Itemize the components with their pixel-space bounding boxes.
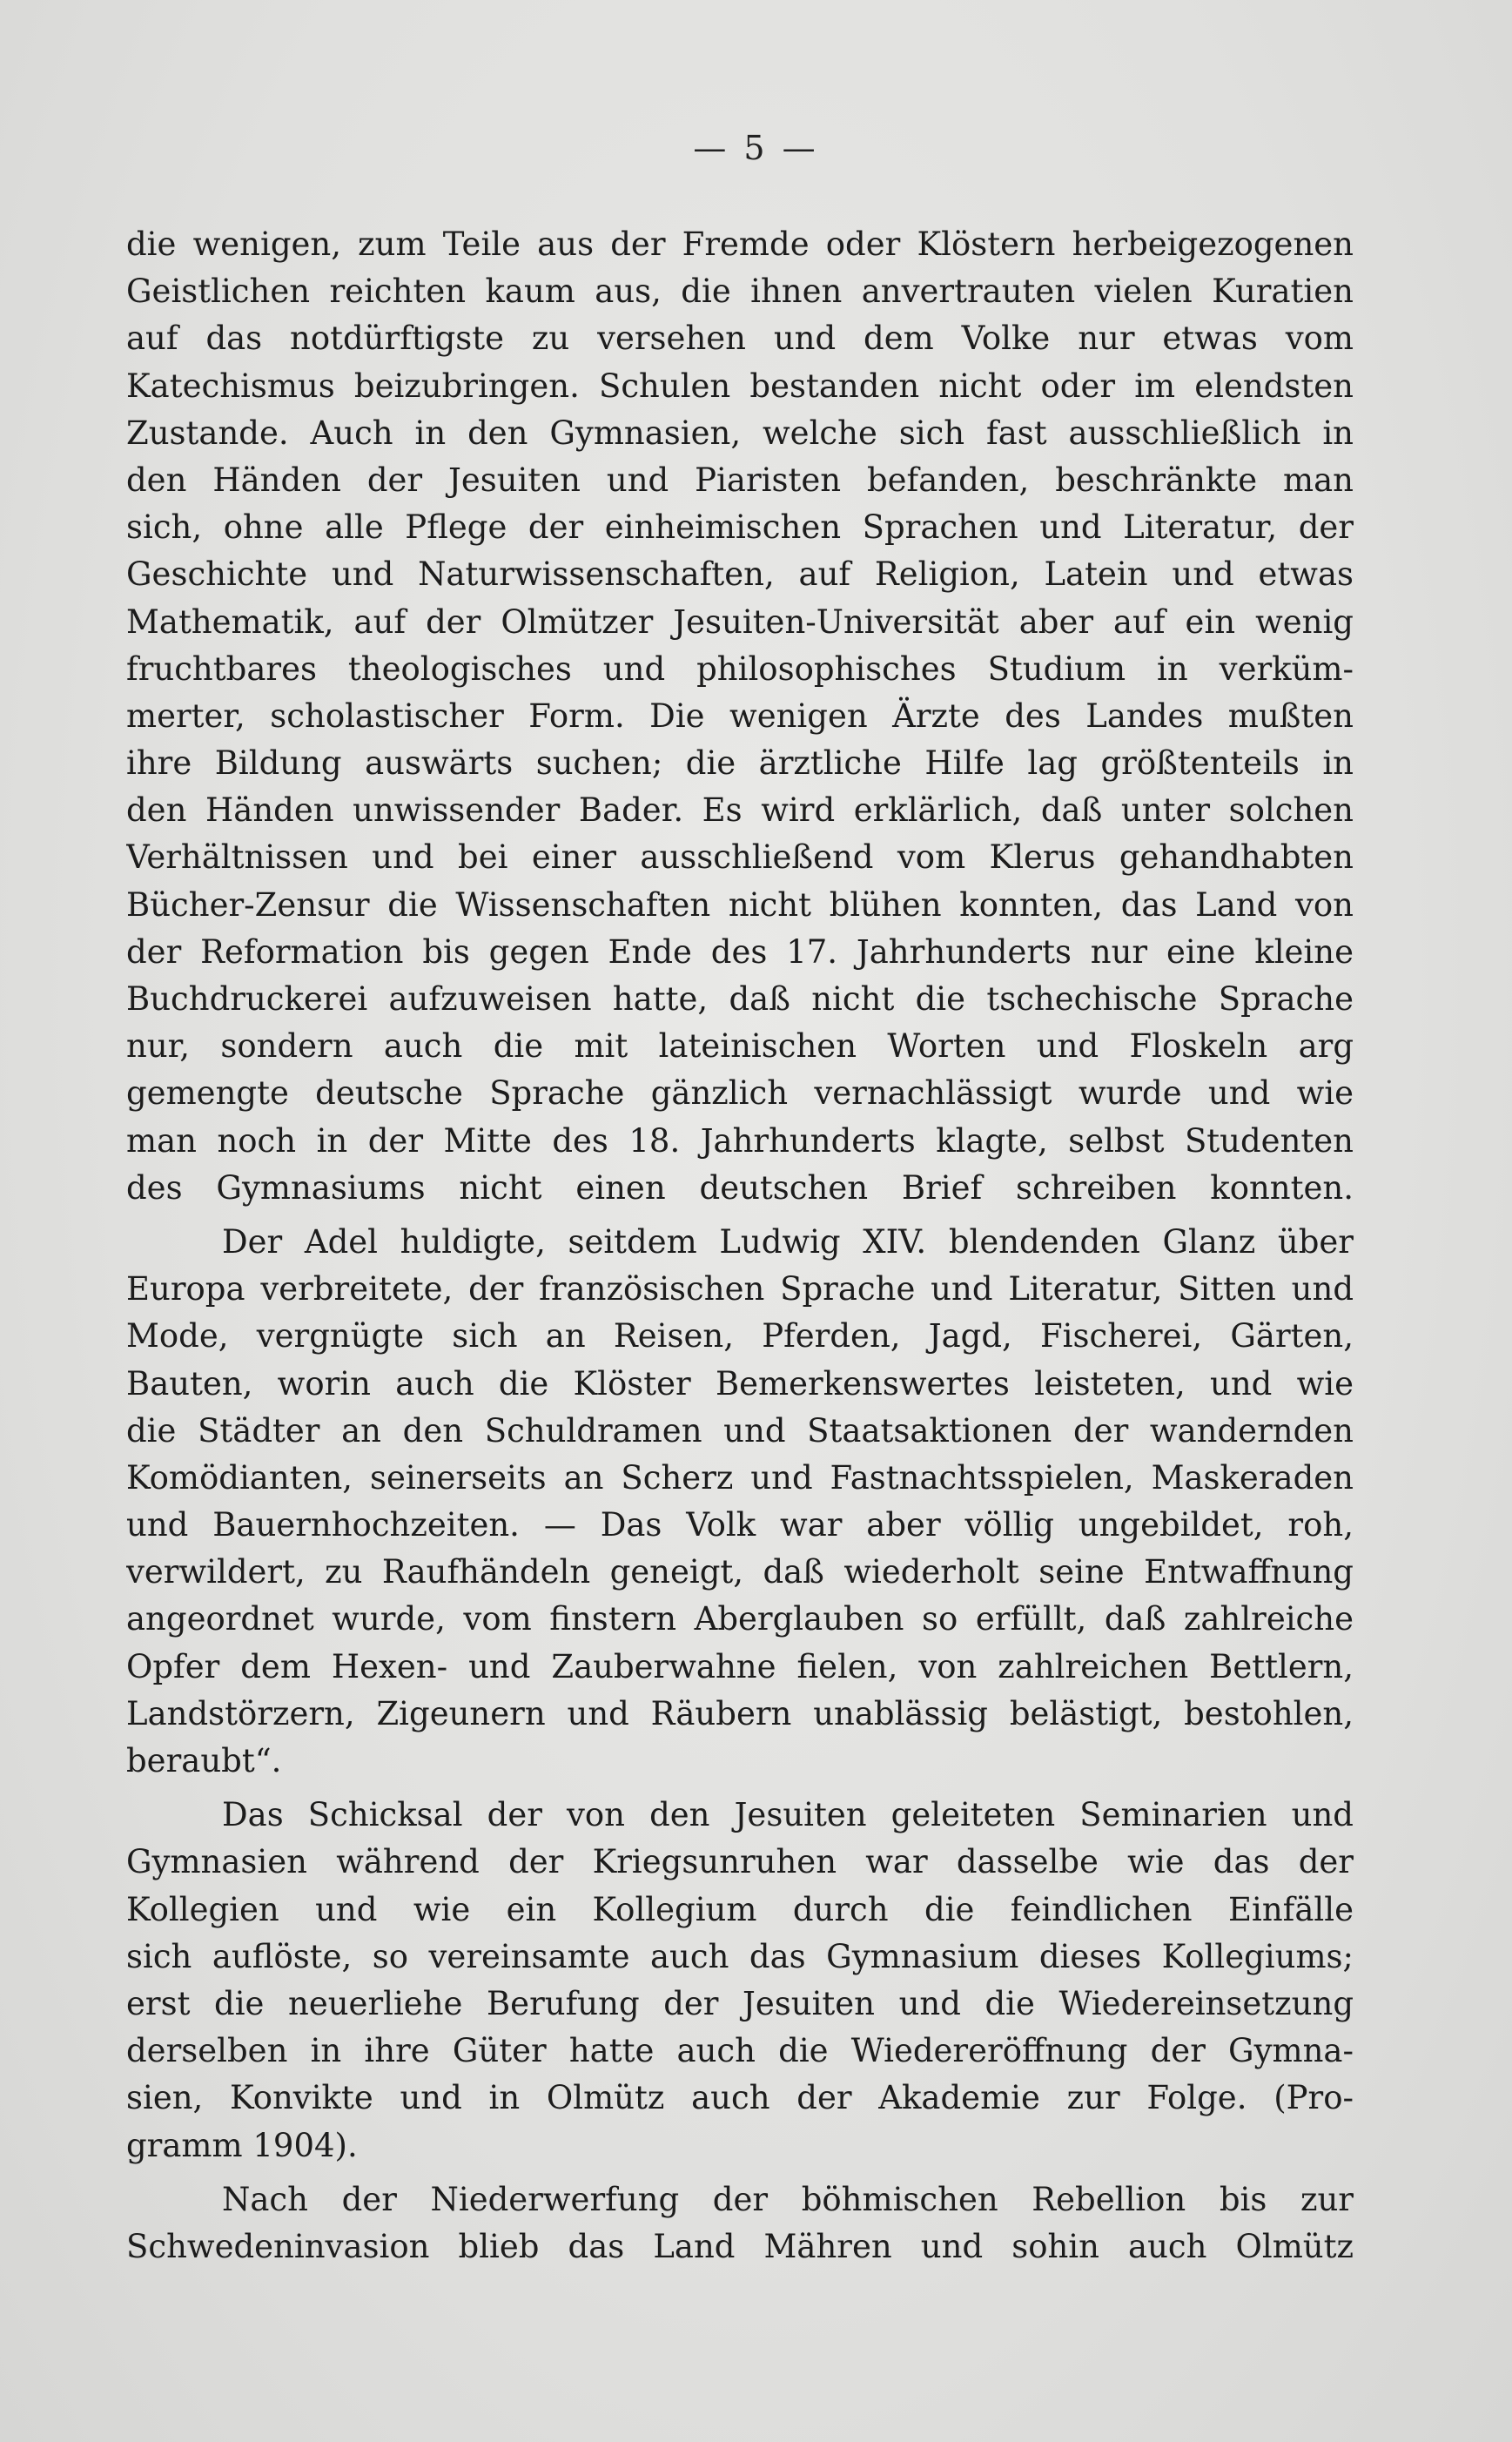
page-number: — 5 — — [693, 129, 819, 167]
text-line: Gymnasien während der Kriegsunruhen war dasselbe wie das der — [126, 1843, 1354, 1881]
text-line: den Händen unwissender Bader. Es wird erklärlich, daß unter solchen — [126, 791, 1354, 830]
text-line: man noch in der Mitte des 18. Jahrhunderts klagte, selbst Studenten — [126, 1121, 1354, 1160]
body-text — [126, 221, 1354, 2270]
text-line: Mathematik, auf der Olmützer Jesuiten-Universität aber auf ein wenig — [126, 602, 1354, 641]
text-line: Bücher-Zensur die Wissenschaften nicht blühen konnten, das Land von — [126, 885, 1354, 924]
text-line: Verhältnissen und bei einer ausschließend vom Klerus gehandhabten — [126, 838, 1354, 877]
text-line: Das Schicksal der von den Jesuiten geleiteten Seminarien und — [222, 1796, 1354, 1834]
text-line: gemengte deutsche Sprache gänzlich vernachlässigt wurde und wie — [126, 1074, 1354, 1113]
text-line: sich auflöste, so vereinsamte auch das Gymnasium dieses Kollegiums; — [126, 1937, 1354, 1975]
text-line: derselben in ihre Güter hatte auch die Wiedereröffnung der Gymna- — [126, 2032, 1354, 2070]
paragraph-1 — [126, 221, 1354, 1212]
text-line: der Reformation bis gegen Ende des 17. Jahrhunderts nur eine kleine — [126, 932, 1354, 971]
paragraph-2 — [126, 1219, 1354, 1785]
text-line: Landstörzern, Zigeunern und Räubern unablässig belästigt, bestohlen, — [126, 1694, 1354, 1732]
text-line: Mode, vergnügte sich an Reisen, Pferden, Jagd, Fischerei, Gärten, — [126, 1317, 1354, 1356]
text-line: Geschichte und Naturwissenschaften, auf Religion, Latein und etwas — [126, 555, 1354, 594]
text-line: Der Adel huldigte, seitdem Ludwig XIV. blendenden Glanz über — [222, 1222, 1354, 1261]
text-line: Europa verbreitete, der französischen Sprache und Literatur, Sitten und — [126, 1270, 1354, 1308]
paragraph-3 — [126, 1792, 1354, 2170]
text-line: und Bauernhochzeiten. — Das Volk war aber völlig ungebildet, roh, — [126, 1506, 1354, 1544]
text-line: erst die neuerliehe Berufung der Jesuiten und die Wiedereinsetzung — [126, 1984, 1354, 2022]
text-line: die wenigen, zum Teile aus der Fremde oder Klöstern herbeigezogenen — [126, 225, 1354, 263]
text-line: Schwedeninvasion blieb das Land Mähren und sohin auch Olmütz — [126, 2227, 1354, 2265]
text-line: die Städter an den Schuldramen und Staatsaktionen der wandernden — [126, 1411, 1354, 1450]
text-line: des Gymnasiums nicht einen deutschen Brief schreiben konnten. — [126, 1168, 1354, 1207]
text-line: Opfer dem Hexen- und Zauberwahne fielen, von zahlreichen Bettlern, — [126, 1647, 1354, 1685]
text-line: Kollegien und wie ein Kollegium durch die feindlichen Einfälle — [126, 1890, 1354, 1928]
text-line: Zustande. Auch in den Gymnasien, welche sich fast ausschließlich in — [126, 414, 1354, 452]
text-line: gramm 1904). — [126, 2126, 358, 2164]
text-line: auf das notdürftigste zu versehen und dem Volke nur etwas vom — [126, 320, 1354, 358]
text-line: den Händen der Jesuiten und Piaristen befanden, beschränkte man — [126, 461, 1354, 499]
text-line: beraubt“. — [126, 1742, 282, 1779]
text-line: fruchtbares theologisches und philosophisches Studium in verküm- — [126, 649, 1354, 688]
text-line: Geistlichen reichten kaum aus, die ihnen anvertrauten vielen Kuratien — [126, 272, 1354, 311]
text-line: sien, Konvikte und in Olmütz auch der Akademie zur Folge. (Pro- — [126, 2079, 1354, 2117]
text-line: Komödianten, seinerseits an Scherz und Fastnachtsspielen, Maskeraden — [126, 1458, 1354, 1497]
text-line: ihre Bildung auswärts suchen; die ärztliche Hilfe lag größtenteils in — [126, 744, 1354, 783]
paragraph-4 — [126, 2176, 1354, 2270]
text-line: verwildert, zu Raufhändeln geneigt, daß wiederholt seine Entwaffnung — [126, 1553, 1354, 1591]
text-line: sich, ohne alle Pflege der einheimischen Sprachen und Literatur, der — [126, 508, 1354, 547]
text-line: Bauten, worin auch die Klöster Bemerkenswertes leisteten, und wie — [126, 1364, 1354, 1403]
text-line: Katechismus beizubringen. Schulen bestanden nicht oder im elendsten — [126, 367, 1354, 405]
text-line: Nach der Niederwerfung der böhmischen Rebellion bis zur — [222, 2180, 1354, 2218]
text-line: angeordnet wurde, vom finstern Aberglauben so erfüllt, daß zahlreiche — [126, 1600, 1354, 1638]
text-line: Buchdruckerei aufzuweisen hatte, daß nicht die tschechische Sprache — [126, 980, 1354, 1018]
text-line: nur, sondern auch die mit lateinischen Worten und Floskeln arg — [126, 1027, 1354, 1066]
text-line: merter, scholastischer Form. Die wenigen Ärzte des Landes mußten — [126, 696, 1354, 735]
